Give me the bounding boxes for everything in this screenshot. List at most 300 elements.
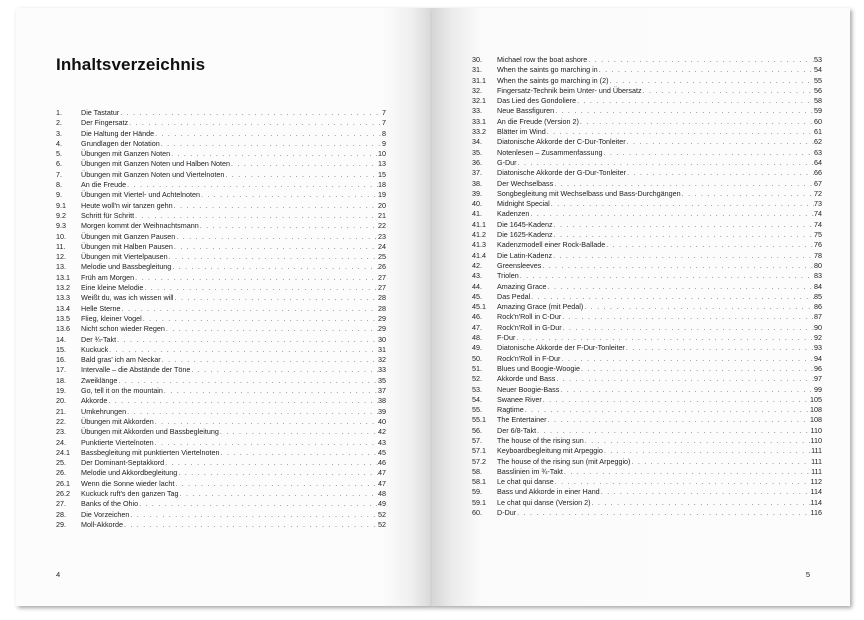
toc-entry [472, 127, 822, 137]
toc-leader-dots [548, 282, 814, 292]
toc-entry [472, 199, 822, 209]
toc-entry [56, 211, 386, 221]
toc-entry-title: Midnight Special [497, 199, 550, 209]
toc-entry-title: Le chat qui danse (Version 2) [497, 497, 591, 507]
toc-entry-page: 64 [814, 157, 822, 167]
toc-leader-dots [554, 179, 814, 189]
toc-entry-number: 41.2 [472, 230, 486, 240]
toc-entry [56, 479, 386, 489]
toc-entry [56, 355, 386, 365]
toc-entry-number: 19. [56, 386, 66, 396]
toc-entry [472, 230, 822, 240]
toc-entry-title: An die Freude [81, 180, 127, 190]
toc-entry [56, 438, 386, 448]
toc-entry-page: 49 [378, 499, 386, 509]
page-title: Inhaltsverzeichnis [56, 55, 206, 74]
toc-entry-title: Übungen mit Ganzen Pausen [81, 231, 176, 241]
toc-leader-dots [563, 323, 814, 333]
toc-entry-page: 110 [810, 435, 822, 445]
toc-leader-dots [155, 129, 382, 139]
toc-entry [472, 292, 822, 302]
toc-entry-title: Kuckuck ruft's den ganzen Tag [81, 488, 179, 498]
toc-entry-page: 53 [814, 55, 822, 64]
toc-entry [472, 385, 822, 395]
toc-entry [472, 261, 822, 271]
toc-entry [56, 221, 386, 231]
toc-entry-number: 28. [56, 509, 66, 519]
toc-entry-number: 46. [472, 312, 482, 322]
toc-entry-title: Blätter im Wind [497, 127, 546, 137]
toc-entry-page: 7 [382, 108, 386, 117]
toc-entry [472, 86, 822, 96]
toc-leader-dots [580, 117, 814, 127]
page-number-left: 4 [56, 570, 61, 579]
toc-entry-title: Weißt du, was ich wissen will [81, 293, 174, 303]
toc-leader-dots [178, 468, 378, 478]
toc-leader-dots [174, 201, 378, 211]
toc-entry-title: Bald gras' ich am Neckar [81, 355, 161, 365]
toc-entry-title: An die Freude (Version 2) [497, 116, 579, 126]
toc-entry [472, 446, 822, 456]
toc-entry-page: 108 [810, 405, 822, 415]
toc-leader-dots [553, 251, 814, 261]
toc-entry-page: 86 [814, 302, 822, 312]
toc-entry-title: The house of the rising sun [497, 435, 584, 445]
toc-entry-page: 32 [378, 355, 386, 365]
toc-entry-page: 33 [378, 365, 386, 375]
toc-entry-page: 29 [378, 324, 386, 334]
toc-leader-dots [129, 118, 382, 128]
toc-entry-page: 66 [814, 168, 822, 178]
toc-entry [56, 293, 386, 303]
toc-entry-title: Swanee River [497, 394, 542, 404]
toc-entry [56, 304, 386, 314]
toc-entry-number: 2. [56, 118, 62, 128]
toc-entry-number: 22. [56, 416, 66, 426]
toc-entry-title: Der Dominant-Septakkord [81, 458, 165, 468]
toc-leader-dots [606, 240, 814, 250]
toc-entry-number: 13.2 [56, 283, 70, 293]
toc-entry-title: Übungen mit Ganzen Noten und Halben Noten [81, 159, 231, 169]
toc-entry-number: 24. [56, 437, 66, 447]
toc-entry-number: 25. [56, 458, 66, 468]
toc-entry-number: 57. [472, 435, 482, 445]
toc-entry-title: Greensleeves [497, 260, 542, 270]
toc-entry-title: Morgen kommt der Weihnachtsmann [81, 221, 199, 231]
toc-leader-dots [162, 355, 378, 365]
toc-leader-dots [124, 520, 378, 530]
toc-entry-title: Das Pedal [497, 291, 531, 301]
toc-entry-page: 80 [814, 260, 822, 270]
toc-entry-title: Flieg, kleiner Vogel [81, 313, 142, 323]
toc-entry-page: 18 [378, 180, 386, 190]
toc-entry-number: 14. [56, 334, 66, 344]
toc-entry-number: 29. [56, 519, 66, 529]
toc-entry-page: 76 [814, 240, 822, 250]
toc-entry-page: 96 [814, 363, 822, 373]
toc-entry-number: 41.4 [472, 250, 486, 260]
toc-entry [472, 323, 822, 333]
toc-entry-title: Le chat qui danse [497, 477, 554, 487]
toc-entry-page: 52 [378, 509, 386, 519]
toc-entry-title: Helle Sterne [81, 303, 121, 313]
toc-entry-number: 56. [472, 425, 482, 435]
toc-leader-dots [155, 438, 378, 448]
toc-entry-page: 45 [378, 447, 386, 457]
toc-entry-number: 31. [472, 65, 482, 75]
toc-entry-title: Diatonische Akkorde der F-Dur-Tonleiter [497, 343, 625, 353]
toc-entry-number: 45.1 [472, 302, 486, 312]
toc-entry [56, 139, 386, 149]
toc-entry-number: 13. [56, 262, 66, 272]
toc-entry-page: 78 [814, 250, 822, 260]
toc-entry-number: 35. [472, 147, 482, 157]
toc-entry-title: Übungen mit Viertelpausen [81, 252, 168, 262]
toc-entry-title: Diatonische Akkorde der C-Dur-Tonleiter [497, 137, 626, 147]
toc-leader-dots [603, 148, 814, 158]
toc-leader-dots [537, 426, 810, 436]
toc-entry-page: 20 [378, 200, 386, 210]
toc-entry [56, 407, 386, 417]
toc-entry-title: Bass und Akkorde in einer Hand [497, 487, 600, 497]
toc-entry-title: Triolen [497, 271, 519, 281]
toc-entry-page: 54 [814, 65, 822, 75]
toc-entry-title: Die Tastatur [81, 108, 120, 117]
toc-entry-title: Schritt für Schritt [81, 210, 135, 220]
toc-entry [56, 489, 386, 499]
toc-entry-page: 39 [378, 406, 386, 416]
toc-entry [56, 283, 386, 293]
toc-entry-number: 27. [56, 499, 66, 509]
toc-leader-dots [517, 508, 810, 518]
toc-entry-title: Blues und Boogie-Woogie [497, 363, 580, 373]
toc-entry-page: 90 [814, 322, 822, 332]
toc-leader-dots [627, 137, 814, 147]
toc-leader-dots [127, 180, 378, 190]
toc-leader-dots [164, 386, 378, 396]
toc-leader-dots [561, 354, 814, 364]
toc-entry-title: Übungen mit Ganzen Noten [81, 149, 171, 159]
toc-entry-page: 111 [811, 446, 822, 456]
toc-entry-title: Kadenzen [497, 209, 530, 219]
toc-entry [56, 108, 386, 118]
toc-leader-dots [531, 292, 814, 302]
toc-entry-number: 34. [472, 137, 482, 147]
toc-entry-number: 37. [472, 168, 482, 178]
toc-leader-dots [609, 76, 814, 86]
toc-entry-number: 59. [472, 487, 482, 497]
toc-entry-number: 54. [472, 394, 482, 404]
toc-entry-page: 58 [814, 96, 822, 106]
toc-entry-page: 114 [810, 497, 822, 507]
toc-entry [472, 312, 822, 322]
toc-entry-number: 9.2 [56, 210, 66, 220]
toc-entry-number: 13.6 [56, 324, 70, 334]
toc-leader-dots [108, 396, 378, 406]
toc-entry [472, 436, 822, 446]
toc-entry-page: 28 [378, 293, 386, 303]
toc-leader-dots [221, 448, 378, 458]
toc-entry [56, 376, 386, 386]
toc-entry [56, 365, 386, 375]
page-number-right: 5 [805, 570, 810, 579]
toc-entry-page: 27 [378, 283, 386, 293]
toc-leader-dots [604, 446, 811, 456]
toc-entry-number: 36. [472, 157, 482, 167]
toc-entry-title: Rock'n'Roll in C-Dur [497, 312, 562, 322]
toc-entry-title: Grundlagen der Notation [81, 138, 160, 148]
toc-entry-page: 108 [810, 415, 822, 425]
toc-leader-dots [627, 168, 814, 178]
toc-entry [56, 468, 386, 478]
toc-leader-dots [601, 487, 811, 497]
toc-entry-number: 53. [472, 384, 482, 394]
toc-leader-dots [548, 415, 810, 425]
toc-entry-title: Wenn die Sonne wieder lacht [81, 478, 175, 488]
toc-leader-dots [135, 211, 378, 221]
toc-leader-dots [144, 283, 378, 293]
toc-entry [472, 148, 822, 158]
toc-entry-title: Michael row the boat ashore [497, 55, 588, 64]
toc-entry-page: 111 [811, 466, 822, 476]
toc-entry-number: 58.1 [472, 477, 486, 487]
toc-entry-number: 40. [472, 199, 482, 209]
toc-leader-dots [542, 261, 814, 271]
toc-entry [472, 405, 822, 415]
toc-entry-page: 92 [814, 333, 822, 343]
toc-entry-page: 84 [814, 281, 822, 291]
toc-entry-page: 105 [810, 394, 822, 404]
toc-entry-page: 74 [814, 219, 822, 229]
toc-entry-number: 13.4 [56, 303, 70, 313]
toc-entry-page: 23 [378, 231, 386, 241]
toc-entry [472, 220, 822, 230]
toc-entry [56, 190, 386, 200]
toc-entry-number: 8. [56, 180, 62, 190]
toc-entry [56, 129, 386, 139]
toc-entry-number: 20. [56, 396, 66, 406]
toc-entry-number: 13.1 [56, 272, 70, 282]
toc-entry-title: Übungen mit Viertel- und Achtelnoten [81, 190, 200, 200]
toc-entry-title: Rock'n'Roll in G-Dur [497, 322, 562, 332]
toc-entry-title: When the saints go marching in (2) [497, 75, 609, 85]
toc-entry-page: 47 [378, 478, 386, 488]
toc-entry [472, 508, 822, 518]
toc-entry-title: Amazing Grace (mit Pedal) [497, 302, 584, 312]
toc-entry-title: Das Lied des Gondoliere [497, 96, 577, 106]
toc-leader-dots [120, 108, 382, 118]
toc-entry-number: 45. [472, 291, 482, 301]
toc-entry-number: 32. [472, 85, 482, 95]
toc-entry-number: 23. [56, 427, 66, 437]
toc-entry-title: Banks of the Ohio [81, 499, 139, 509]
toc-entry-title: Basslinien im ¾-Takt [497, 466, 563, 476]
toc-entry-title: Kuckuck [81, 344, 109, 354]
toc-entry-page: 29 [378, 313, 386, 323]
toc-entry-title: Die 1645-Kadenz [497, 219, 553, 229]
toc-entry-page: 59 [814, 106, 822, 116]
toc-entry-page: 13 [378, 159, 386, 169]
toc-entry-number: 9.1 [56, 200, 66, 210]
toc-entry [56, 262, 386, 272]
toc-entry-number: 48. [472, 333, 482, 343]
toc-entry [56, 159, 386, 169]
toc-entry-title: Die Vorzeichen [81, 509, 130, 519]
toc-leader-dots [530, 209, 814, 219]
toc-entry-number: 26.2 [56, 488, 70, 498]
toc-leader-dots [174, 242, 378, 252]
toc-entry-title: Früh am Morgen [81, 272, 135, 282]
toc-entry-number: 43. [472, 271, 482, 281]
toc-leader-dots [127, 407, 378, 417]
toc-leader-dots [554, 230, 814, 240]
toc-list-left [56, 108, 386, 530]
toc-entry-page: 8 [382, 128, 386, 138]
toc-entry-title: Übungen mit Akkorden [81, 416, 154, 426]
toc-entry-number: 33. [472, 106, 482, 116]
toc-entry-page: 62 [814, 137, 822, 147]
toc-entry-title: Kadenzmodell einer Rock-Ballade [497, 240, 606, 250]
toc-entry-number: 32.1 [472, 96, 486, 106]
toc-entry-page: 73 [814, 199, 822, 209]
toc-entry-title: Die Haltung der Hände [81, 128, 155, 138]
toc-entry [472, 179, 822, 189]
toc-entry-page: 43 [378, 437, 386, 447]
toc-list-right [472, 55, 822, 518]
toc-entry [472, 137, 822, 147]
toc-leader-dots [555, 106, 814, 116]
toc-leader-dots [175, 293, 378, 303]
toc-entry-number: 21. [56, 406, 66, 416]
toc-leader-dots [161, 139, 382, 149]
toc-entry-title: Intervalle – die Abstände der Töne [81, 365, 191, 375]
toc-entry-number: 3. [56, 128, 62, 138]
toc-entry [472, 487, 822, 497]
toc-leader-dots [165, 458, 378, 468]
toc-entry-number: 33.2 [472, 127, 486, 137]
toc-entry-number: 55. [472, 405, 482, 415]
toc-leader-dots [588, 55, 814, 65]
toc-entry-page: 10 [378, 149, 386, 159]
toc-entry [472, 282, 822, 292]
toc-entry-page: 110 [810, 425, 822, 435]
toc-leader-dots [200, 221, 378, 231]
toc-entry-number: 11. [56, 241, 66, 251]
toc-entry [472, 251, 822, 261]
toc-leader-dots [201, 190, 378, 200]
toc-entry-title: The house of the rising sun (mit Arpeggio) [497, 456, 631, 466]
toc-leader-dots [556, 374, 814, 384]
toc-entry [472, 209, 822, 219]
toc-entry-title: Moll-Akkorde [81, 519, 123, 529]
toc-leader-dots [584, 302, 814, 312]
toc-entry-page: 116 [810, 508, 822, 518]
toc-leader-dots [643, 86, 814, 96]
toc-leader-dots [543, 395, 810, 405]
toc-entry [56, 314, 386, 324]
toc-entry-number: 51. [472, 363, 482, 373]
toc-entry [56, 118, 386, 128]
toc-entry-title: Neue Bassfiguren [497, 106, 555, 116]
toc-entry-page: 55 [814, 75, 822, 85]
toc-entry [56, 417, 386, 427]
toc-entry-page: 99 [814, 384, 822, 394]
toc-entry [472, 395, 822, 405]
toc-entry-page: 42 [378, 427, 386, 437]
toc-entry [472, 415, 822, 425]
toc-entry-number: 13.5 [56, 313, 70, 323]
toc-entry-number: 38. [472, 178, 482, 188]
toc-entry-title: Die 1625-Kadenz [497, 230, 553, 240]
toc-entry [56, 180, 386, 190]
toc-entry-number: 12. [56, 252, 66, 262]
toc-entry [56, 335, 386, 345]
toc-entry-page: 60 [814, 116, 822, 126]
toc-leader-dots [176, 232, 378, 242]
toc-entry-page: 63 [814, 147, 822, 157]
toc-entry-page: 67 [814, 178, 822, 188]
toc-entry-number: 52. [472, 374, 482, 384]
toc-entry [472, 55, 822, 65]
toc-leader-dots [554, 220, 814, 230]
toc-leader-dots [626, 343, 814, 353]
toc-leader-dots [631, 457, 811, 467]
toc-leader-dots [135, 273, 378, 283]
toc-entry-page: 85 [814, 291, 822, 301]
toc-entry-page: 46 [378, 458, 386, 468]
toc-entry-page: 31 [378, 344, 386, 354]
toc-entry-title: Der Wechselbass [497, 178, 554, 188]
toc-leader-dots [180, 489, 378, 499]
toc-entry [472, 457, 822, 467]
toc-entry [472, 189, 822, 199]
toc-entry-title: Ragtime [497, 405, 524, 415]
toc-entry-page: 21 [378, 210, 386, 220]
toc-entry [56, 427, 386, 437]
toc-leader-dots [551, 199, 814, 209]
toc-leader-dots [175, 479, 378, 489]
toc-entry-number: 10. [56, 231, 66, 241]
toc-entry-page: 19 [378, 190, 386, 200]
toc-entry [56, 510, 386, 520]
toc-entry-number: 50. [472, 353, 482, 363]
toc-leader-dots [585, 436, 811, 446]
toc-entry-title: Rock'n'Roll in F-Dur [497, 353, 561, 363]
toc-entry-title: Melodie und Bassbegleitung [81, 262, 172, 272]
toc-entry-page: 61 [814, 127, 822, 137]
toc-entry [472, 498, 822, 508]
toc-entry [56, 201, 386, 211]
toc-entry-title: Fingersatz-Technik beim Unter- und Übersatz [497, 85, 642, 95]
toc-entry-title: Der ¾-Takt [81, 334, 117, 344]
toc-entry [472, 302, 822, 312]
toc-entry-number: 47. [472, 322, 482, 332]
toc-entry-page: 28 [378, 303, 386, 313]
toc-entry-title: Akkorde [81, 396, 108, 406]
toc-entry-number: 41.1 [472, 219, 486, 229]
toc-entry-page: 9 [382, 138, 386, 148]
toc-entry [56, 252, 386, 262]
toc-leader-dots [118, 376, 378, 386]
toc-leader-dots [122, 304, 378, 314]
toc-leader-dots [592, 498, 811, 508]
toc-entry-title: Punktierte Viertelnoten [81, 437, 154, 447]
toc-leader-dots [220, 427, 378, 437]
toc-entry [472, 240, 822, 250]
toc-entry [472, 374, 822, 384]
toc-leader-dots [520, 271, 814, 281]
toc-entry-number: 18. [56, 375, 66, 385]
